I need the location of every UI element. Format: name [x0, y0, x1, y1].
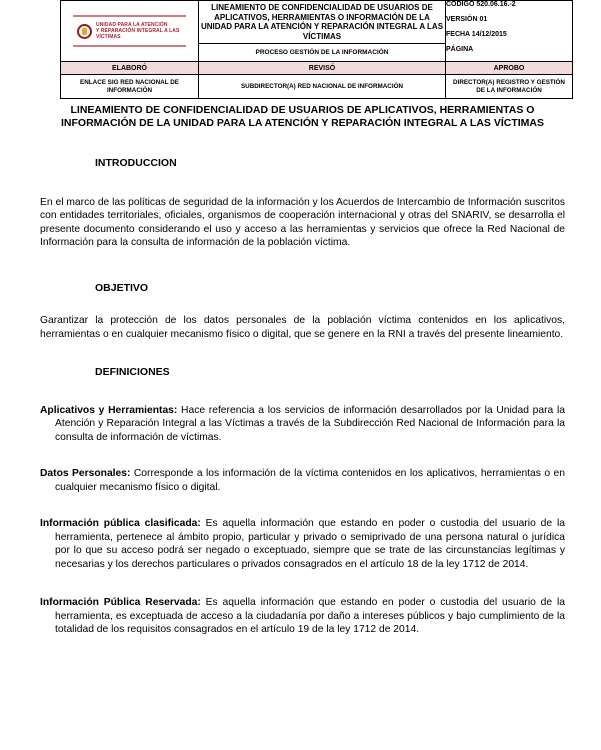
- definition-text: Es aquella información que estando en poder o custodia del usuario de la herramienta, pertenece al ámbito propio, particular y privado o semiprivado de una persona natural o jurídica por lo que su acceso podrá ser negado o exceptuado, siempre que se trate de las circunstancias legítimas y necesarias y los derechos particulares o privados consagrados en el artículo 18 de la ley 1712 de 2014.: [55, 518, 565, 570]
- signoff-elaboro-label: ELABORÓ: [61, 62, 199, 75]
- definition-text: Es aquella información que estando en poder o custodia del usuario de la herramienta, es exceptuada de acceso a la ciudadanía por daño a intereses públicos y bajo cumplimiento de la totalidad de los requisitos consagrados en el artículo 19 de la ley 1712 de 2014.: [55, 597, 566, 635]
- signoff-reviso-value: SUBDIRECTOR(A) RED NACIONAL DE INFORMACIÓN: [199, 75, 446, 99]
- signoff-elaboro-value: ENLACE SIG RED NACIONAL DE INFORMACIÓN: [61, 75, 199, 99]
- meta-fecha: FECHA 14/12/2015: [446, 31, 507, 38]
- signoff-aprobo-label: APROBO: [446, 62, 573, 75]
- header-document-title: LINEAMIENTO DE CONFIDENCIALIDAD DE USUARIOS DE APLICATIVOS, HERRAMIENTAS O INFORMACIÓN DE LA UNIDAD PARA LA ATENCIÓN Y REPARACIÓN INTEGRAL A LAS VÍCTIMAS: [199, 1, 446, 44]
- signoff-aprobo-value: DIRECTOR(A) REGISTRO Y GESTIÓN DE LA INFORMACIÓN: [446, 75, 573, 99]
- objetivo-paragraph: Garantizar la protección de los datos personales de la población víctima contenidos en los aplicativos, herramientas o en cualquier mecanismo físico o digital, que se genere en la RNI a través del presente lineamiento.: [40, 315, 565, 340]
- section-heading-definiciones: DEFINICIONES: [95, 366, 170, 378]
- definition-datos-personales: [40, 467, 565, 494]
- entity-name: UNIDAD PARA LA ATENCIÓN Y REPARACIÓN INTEGRAL A LAS VÍCTIMAS: [96, 22, 180, 40]
- definition-term: Datos Personales:: [40, 468, 134, 479]
- definition-term: Información pública clasificada:: [40, 518, 206, 529]
- definition-text: Corresponde a los información de la víctima contenidos en los aplicativos, herramientas o en cualquier mecanismo físico o digital.: [55, 468, 565, 493]
- page-title: LINEAMIENTO DE CONFIDENCIALIDAD DE USUARIOS DE APLICATIVOS, HERRAMIENTAS O INFORMACIÓN DE LA UNIDAD PARA LA ATENCIÓN Y REPARACIÓN INTEGRAL A LAS VÍCTIMAS: [60, 104, 544, 129]
- definition-text: Hace referencia a los servicios de información desarrollados por la Unidad para la Atención y Reparación Integral a las Víctimas a través de la Subdirección Red Nacional de Información para la consulta de información de víctimas.: [55, 404, 565, 443]
- definition-term: Información Pública Reservada:: [40, 597, 206, 608]
- meta-pagina: PÁGINA: [446, 46, 474, 53]
- meta-version: VERSIÓN 01: [446, 16, 488, 23]
- definition-aplicativos: [40, 404, 565, 445]
- signoff-reviso-label: REVISÓ: [199, 62, 446, 75]
- definition-informacion-publica-clasificada: [40, 517, 565, 571]
- section-heading-introduccion: INTRODUCCION: [95, 157, 177, 169]
- header-process-label: PROCESO GESTIÓN DE LA INFORMACIÓN: [199, 44, 446, 62]
- meta-codigo: CÓDIGO 520.06.16.-2: [446, 1, 516, 8]
- introduccion-paragraph: En el marco de las políticas de seguridad de la información y los Acuerdos de Intercambio de Información suscritos con entidades territoriales, oficiales, organismos de cooperación internacional y otras del SNARIV, se desarrolla el presente documento considerando el uso y acceso a las herramientas y servicios que ofrece la Red Nacional de Información para la consulta de información de la población víctima.: [40, 196, 565, 248]
- document-body: [40, 0, 565, 637]
- definition-term: Aplicativos y Herramientas:: [40, 404, 182, 416]
- definition-informacion-publica-reservada: [40, 596, 565, 637]
- section-heading-objetivo: OBJETIVO: [95, 281, 149, 294]
